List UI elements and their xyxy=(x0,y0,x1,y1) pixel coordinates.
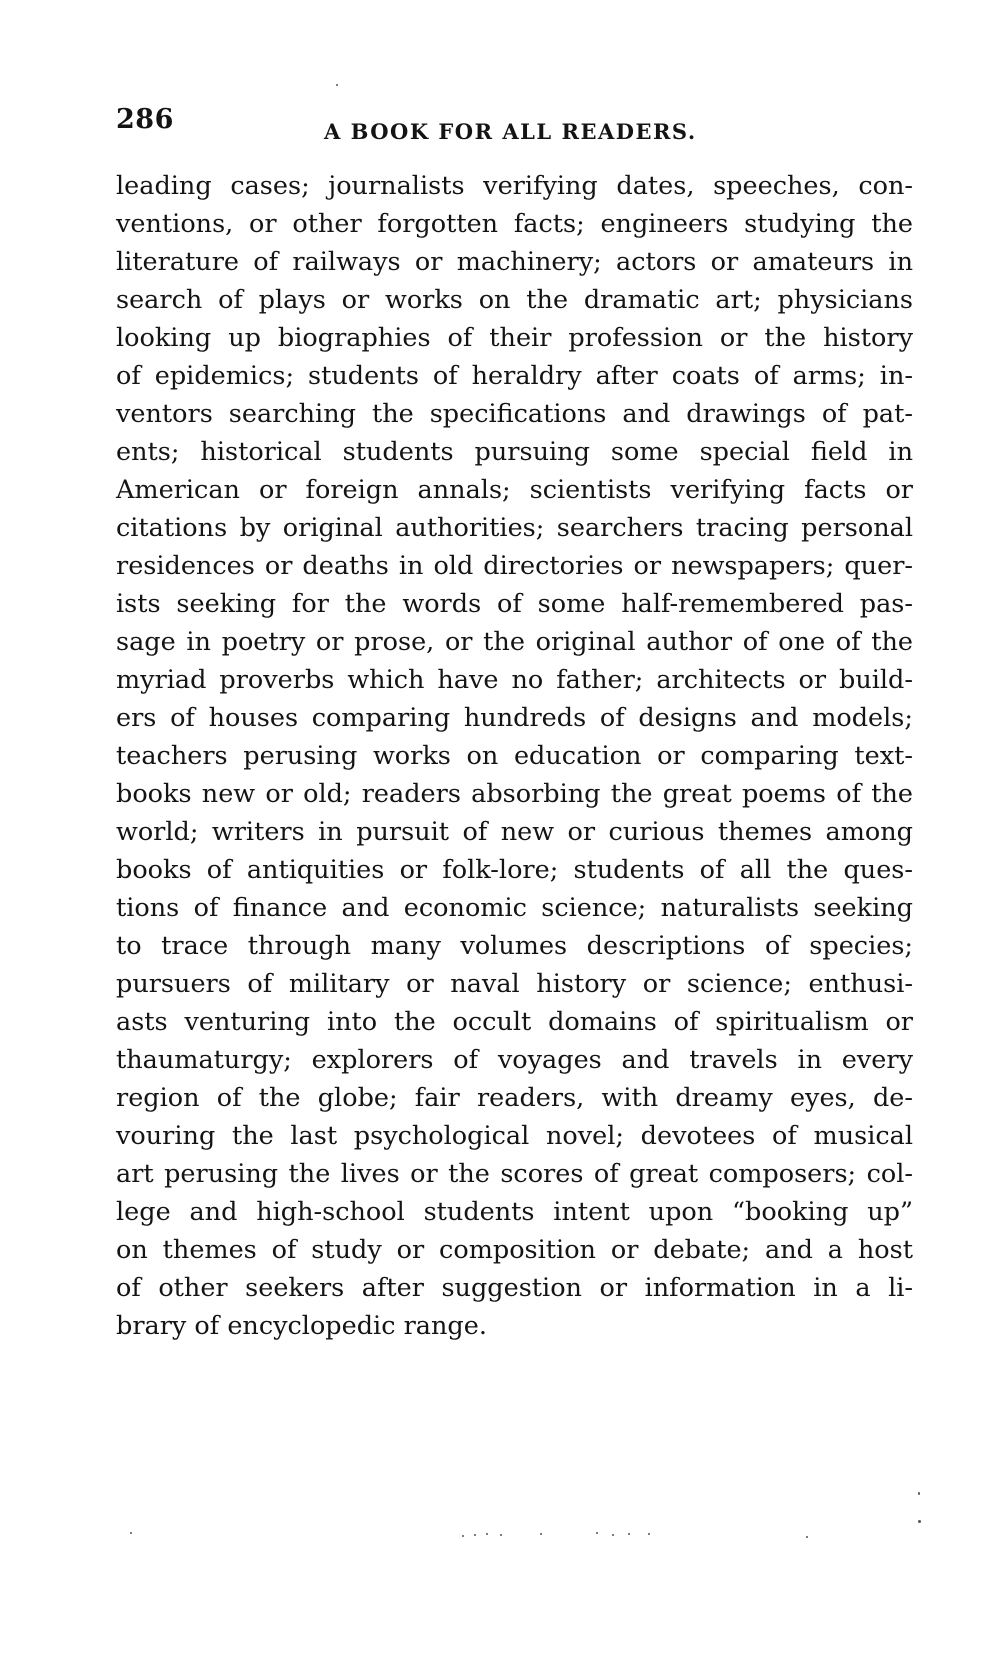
scan-speck xyxy=(648,1533,650,1535)
text-line: vouring the last psychological novel; devotees of musical xyxy=(116,1121,913,1151)
scan-speck xyxy=(336,84,338,86)
scan-speck xyxy=(462,1535,464,1537)
scan-speck xyxy=(474,1534,476,1536)
text-line: myriad proverbs which have no father; architects or build- xyxy=(116,665,913,695)
text-line: tions of finance and economic science; naturalists seeking xyxy=(116,893,913,923)
text-line: ventions, or other forgotten facts; engineers studying the xyxy=(116,209,913,239)
text-line: world; writers in pursuit of new or curious themes among xyxy=(116,817,913,847)
text-line: region of the globe; fair readers, with dreamy eyes, de- xyxy=(116,1083,913,1113)
text-line: leading cases; journalists verifying dates, speeches, con- xyxy=(116,171,913,201)
scan-speck xyxy=(806,1536,808,1538)
scan-speck xyxy=(612,1534,614,1536)
text-line: to trace through many volumes descriptions of species; xyxy=(116,931,913,961)
text-line: sage in poetry or prose, or the original author of one of the xyxy=(116,627,913,657)
text-line: art perusing the lives or the scores of great composers; col- xyxy=(116,1159,913,1189)
text-line: pursuers of military or naval history or science; enthusi- xyxy=(116,969,913,999)
running-head: A BOOK FOR ALL READERS. xyxy=(324,119,697,144)
scan-speck xyxy=(486,1533,488,1535)
scan-speck xyxy=(628,1533,630,1535)
scan-speck xyxy=(130,1532,132,1534)
scan-speck xyxy=(918,1492,920,1495)
text-line: ents; historical students pursuing some special field in xyxy=(116,437,913,467)
text-line: on themes of study or composition or debate; and a host xyxy=(116,1235,913,1265)
text-line: ists seeking for the words of some half-remembered pas- xyxy=(116,589,913,619)
text-line: brary of encyclopedic range. xyxy=(116,1311,487,1341)
text-line: literature of railways or machinery; actors or amateurs in xyxy=(116,247,913,277)
text-line: citations by original authorities; searchers tracing personal xyxy=(116,513,913,543)
page-number: 286 xyxy=(116,104,174,135)
text-line: lege and high-school students intent upon “booking up” xyxy=(116,1197,913,1227)
text-line: thaumaturgy; explorers of voyages and travels in every xyxy=(116,1045,913,1075)
text-line: teachers perusing works on education or comparing text- xyxy=(116,741,913,771)
scan-speck xyxy=(918,1520,921,1523)
text-line: of other seekers after suggestion or information in a li- xyxy=(116,1273,913,1303)
text-line: looking up biographies of their profession or the history xyxy=(116,323,913,353)
text-line: American or foreign annals; scientists verifying facts or xyxy=(116,475,913,505)
text-line: books new or old; readers absorbing the great poems of the xyxy=(116,779,913,809)
body-paragraph xyxy=(116,167,913,1345)
scan-speck xyxy=(500,1534,502,1536)
scan-speck xyxy=(540,1533,542,1535)
text-line: of epidemics; students of heraldry after coats of arms; in- xyxy=(116,361,913,391)
text-line: ventors searching the specifications and drawings of pat- xyxy=(116,399,913,429)
text-line: books of antiquities or folk-lore; students of all the ques- xyxy=(116,855,913,885)
text-line: asts venturing into the occult domains of spiritualism or xyxy=(116,1007,913,1037)
text-line: search of plays or works on the dramatic art; physicians xyxy=(116,285,913,315)
text-line: residences or deaths in old directories or newspapers; quer- xyxy=(116,551,913,581)
text-line: ers of houses comparing hundreds of designs and models; xyxy=(116,703,913,733)
scan-speck xyxy=(596,1532,598,1534)
